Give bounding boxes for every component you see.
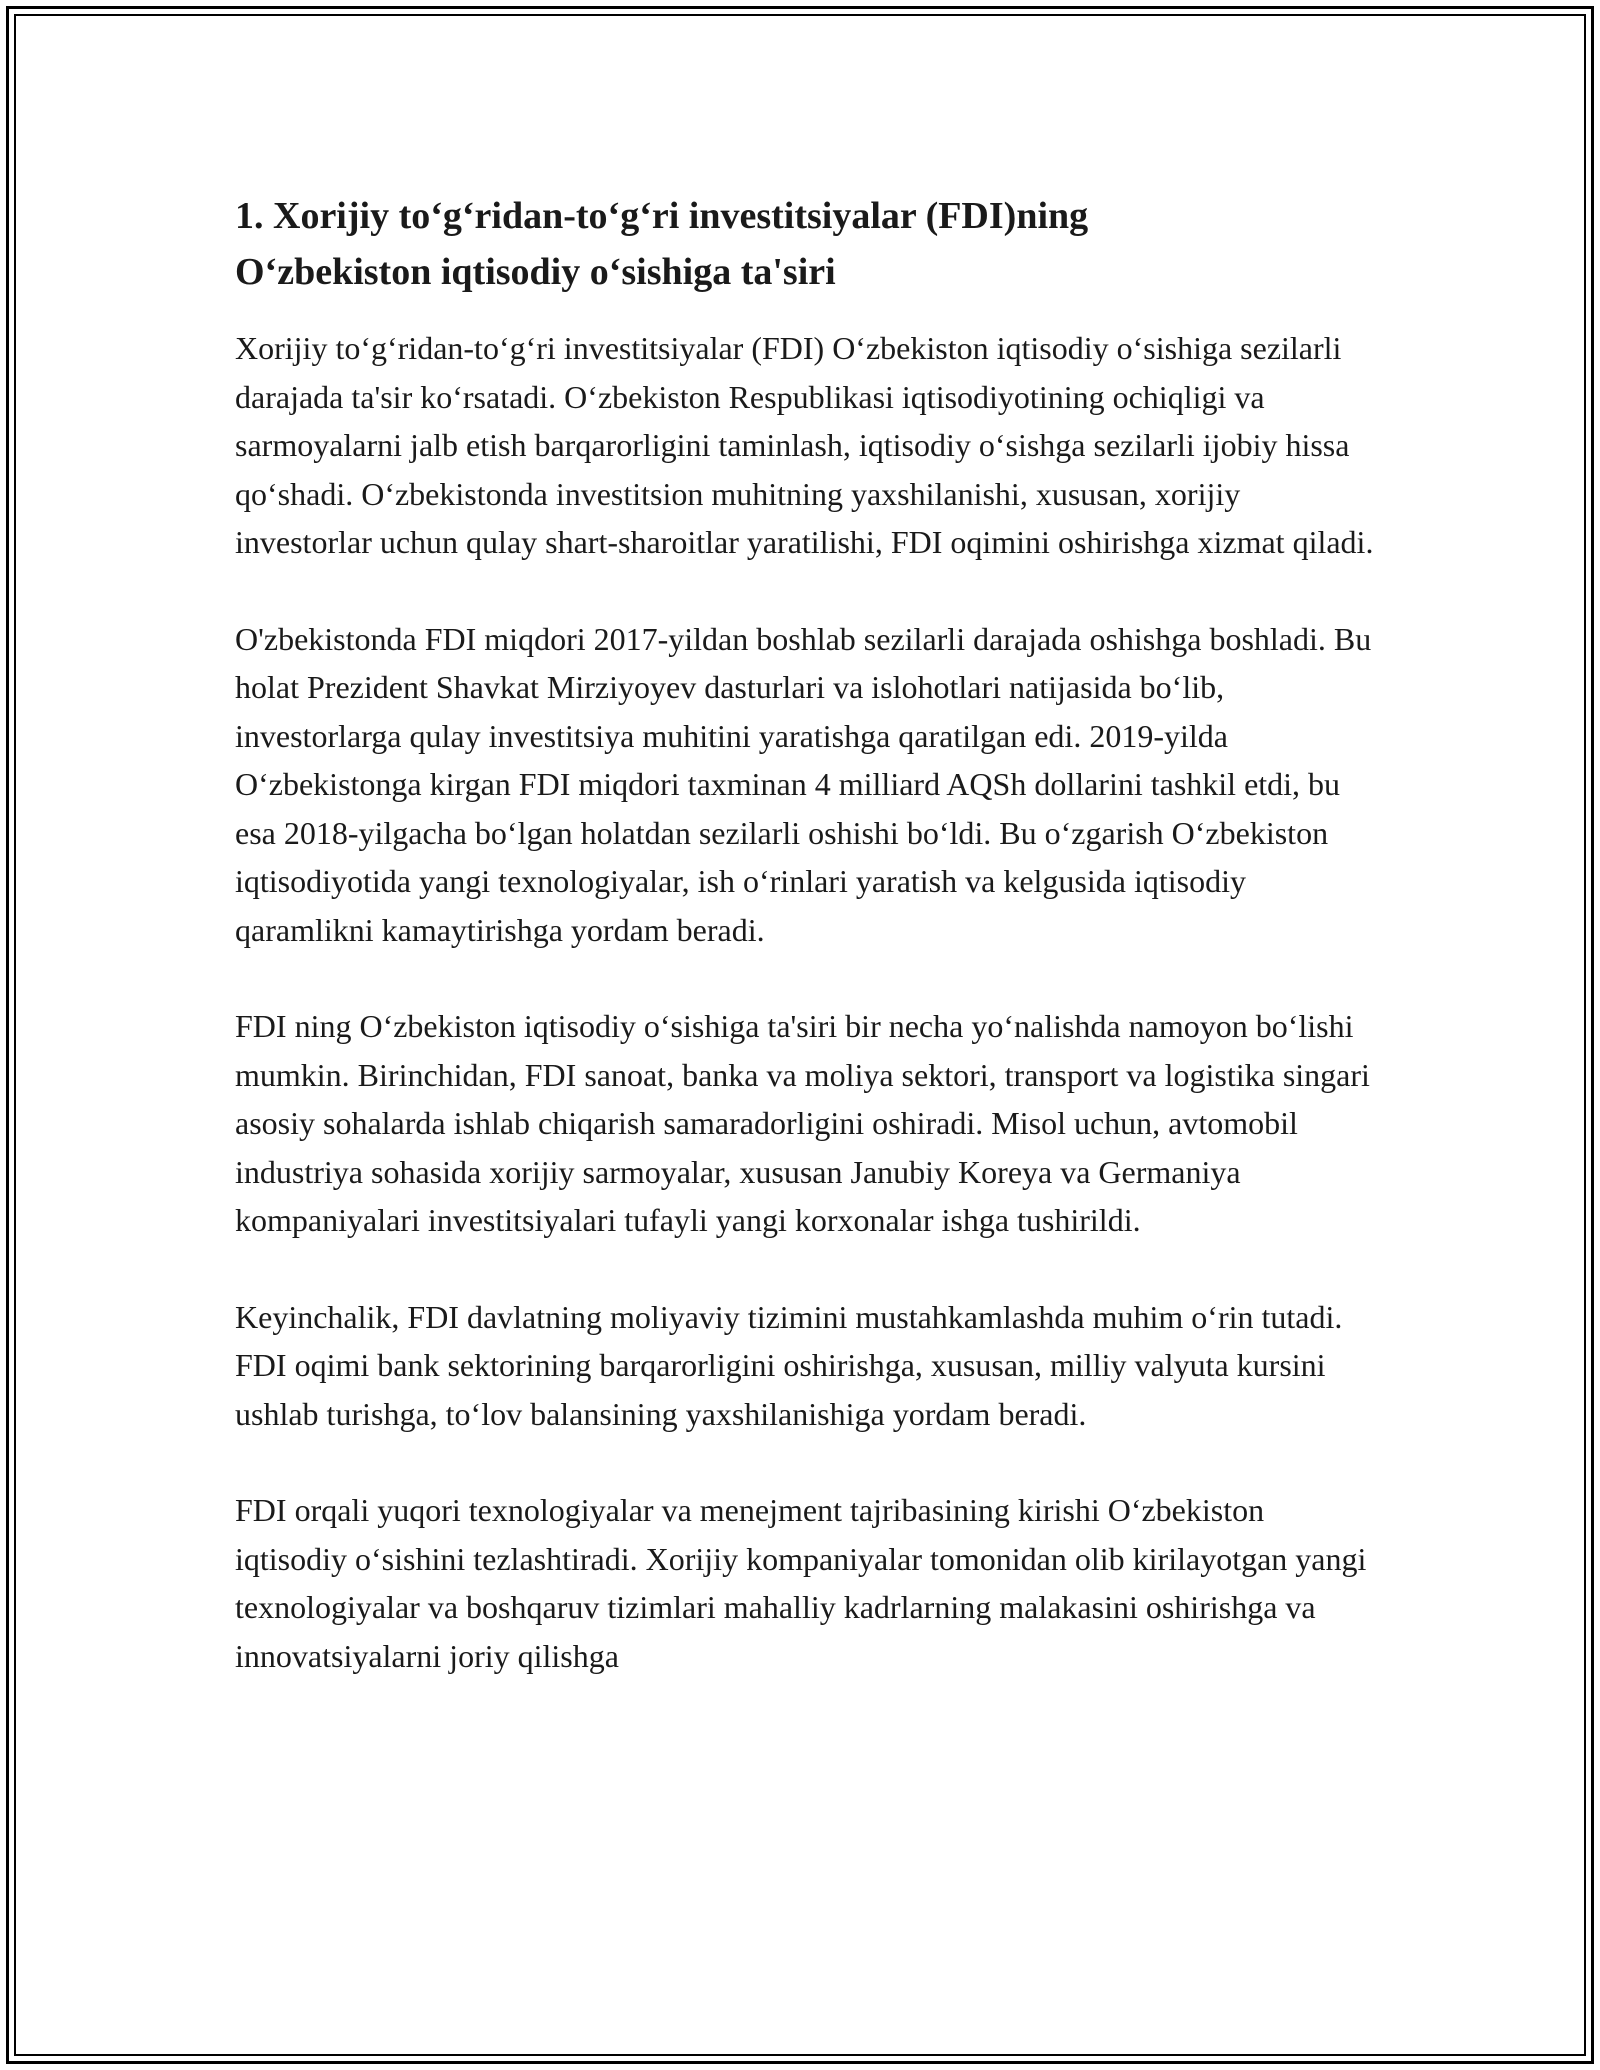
section-title — [235, 188, 1375, 300]
section-title-line-2: O‘zbekiston iqtisodiy o‘sishiga ta'siri — [235, 251, 836, 293]
document-body — [235, 188, 1375, 1680]
paragraph-5: FDI orqali yuqori texnologiyalar va menejment tajribasining kirishi O‘zbekiston iqtisodiy o‘sishini tezlashtiradi. Xorijiy kompaniyalar tomonidan olib kirilayotgan yangi texnologiyalar va boshqaruv tizimlari mahalliy kadrlarning malakasini oshirishga va innovatsiyalarni joriy qilishga — [235, 1492, 1367, 1674]
paragraph-4: Keyinchalik, FDI davlatning moliyaviy tizimini mustahkamlashda muhim o‘rin tutadi. FDI oqimi bank sektorining barqarorligini oshirishga, xususan, milliy valyuta kursini ushlab turishga, to‘lov balansining yaxshilanishiga yordam beradi. — [235, 1298, 1343, 1432]
paragraph-3: FDI ning O‘zbekiston iqtisodiy o‘sishiga ta'siri bir necha yo‘nalishda namoyon bo‘lishi mumkin. Birinchidan, FDI sanoat, banka va moliya sektori, transport va logistika singari asosiy sohalarda ishlab chiqarish samaradorligini oshiradi. Misol uchun, avtomobil industriya sohasida xorijiy sarmoyalar, xususan Janubiy Koreya va Germaniya kompaniyalari investitsiyalari tufayli yangi korxonalar ishga tushirildi. — [235, 1008, 1370, 1238]
paragraph-2: O'zbekistonda FDI miqdori 2017-yildan boshlab sezilarli darajada oshishga boshladi. Bu holat Prezident Shavkat Mirziyoyev dasturlari va islohotlari natijasida bo‘lib, investorlarga qulay investitsiya muhitini yaratishga qaratilgan edi. 2019-yilda O‘zbekistonga kirgan FDI miqdori taxminan 4 milliard AQSh dollarini tashkil etdi, bu esa 2018-yilgacha bo‘lgan holatdan sezilarli oshishi bo‘ldi. Bu o‘zgarish O‘zbekiston iqtisodiyotida yangi texnologiyalar, ish o‘rinlari yaratish va kelgusida iqtisodiy qaramlikni kamaytirishga yordam beradi. — [235, 620, 1372, 948]
section-title-line-1: 1. Xorijiy to‘g‘ridan-to‘g‘ri investitsiyalar (FDI)ning — [235, 195, 1089, 237]
paragraph-1: Xorijiy to‘g‘ridan-to‘g‘ri investitsiyalar (FDI) O‘zbekiston iqtisodiy o‘sishiga sezilarli darajada ta'sir ko‘rsatadi. O‘zbekiston Respublikasi iqtisodiyotining ochiqligi va sarmoyalarni jalb etish barqarorligini taminlash, iqtisodiy o‘sishga sezilarli ijobiy hissa qo‘shadi. O‘zbekistonda investitsion muhitning yaxshilanishi, xususan, xorijiy investorlar uchun qulay shart-sharoitlar yaratilishi, FDI oqimini oshirishga xizmat qiladi. — [235, 330, 1374, 560]
